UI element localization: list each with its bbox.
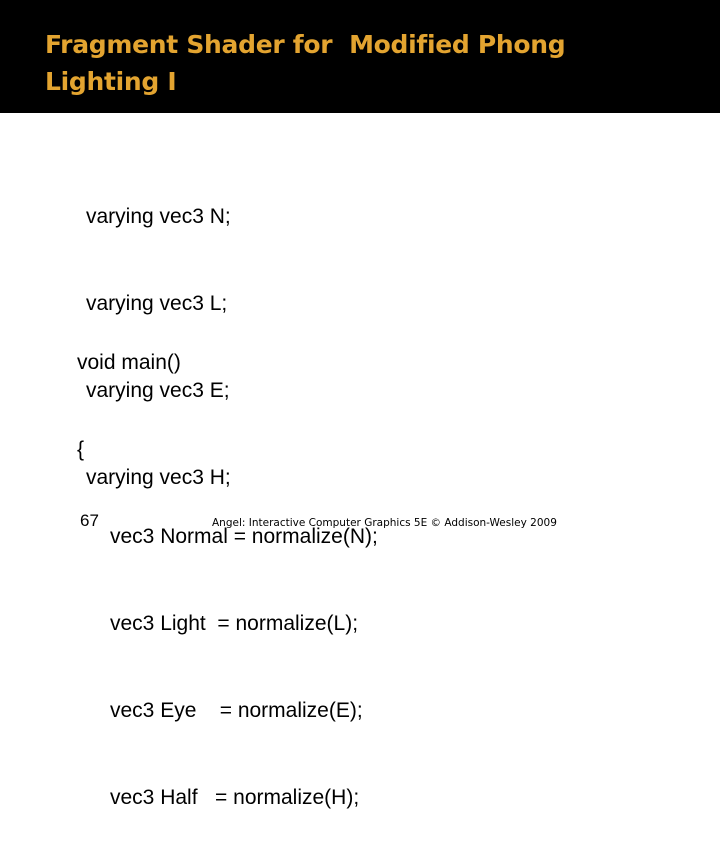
code-line: vec3 Eye = normalize(E); — [110, 699, 363, 722]
page-number: 67 — [80, 511, 99, 530]
slide-title-line: Fragment Shader for Modified Phong — [45, 30, 566, 59]
code-line: vec3 Normal = normalize(N); — [110, 525, 378, 548]
code-line: varying vec3 E; — [86, 379, 230, 402]
title-bar — [0, 0, 720, 113]
slide-title — [45, 26, 565, 100]
code-line: vec3 Half = normalize(H); — [110, 786, 360, 809]
main-function-code — [77, 290, 378, 841]
code-line: varying vec3 L; — [86, 292, 228, 315]
code-line: vec3 Light = normalize(L); — [110, 612, 359, 635]
footer-credit: Angel: Interactive Computer Graphics 5E © Addison-Wesley 2009 — [212, 517, 557, 529]
code-line: varying vec3 H; — [86, 466, 231, 489]
code-line: { — [77, 438, 85, 461]
code-line: varying vec3 N; — [86, 205, 231, 228]
slide-title-line: Lighting I — [45, 67, 177, 96]
code-line: void main() — [77, 351, 181, 374]
